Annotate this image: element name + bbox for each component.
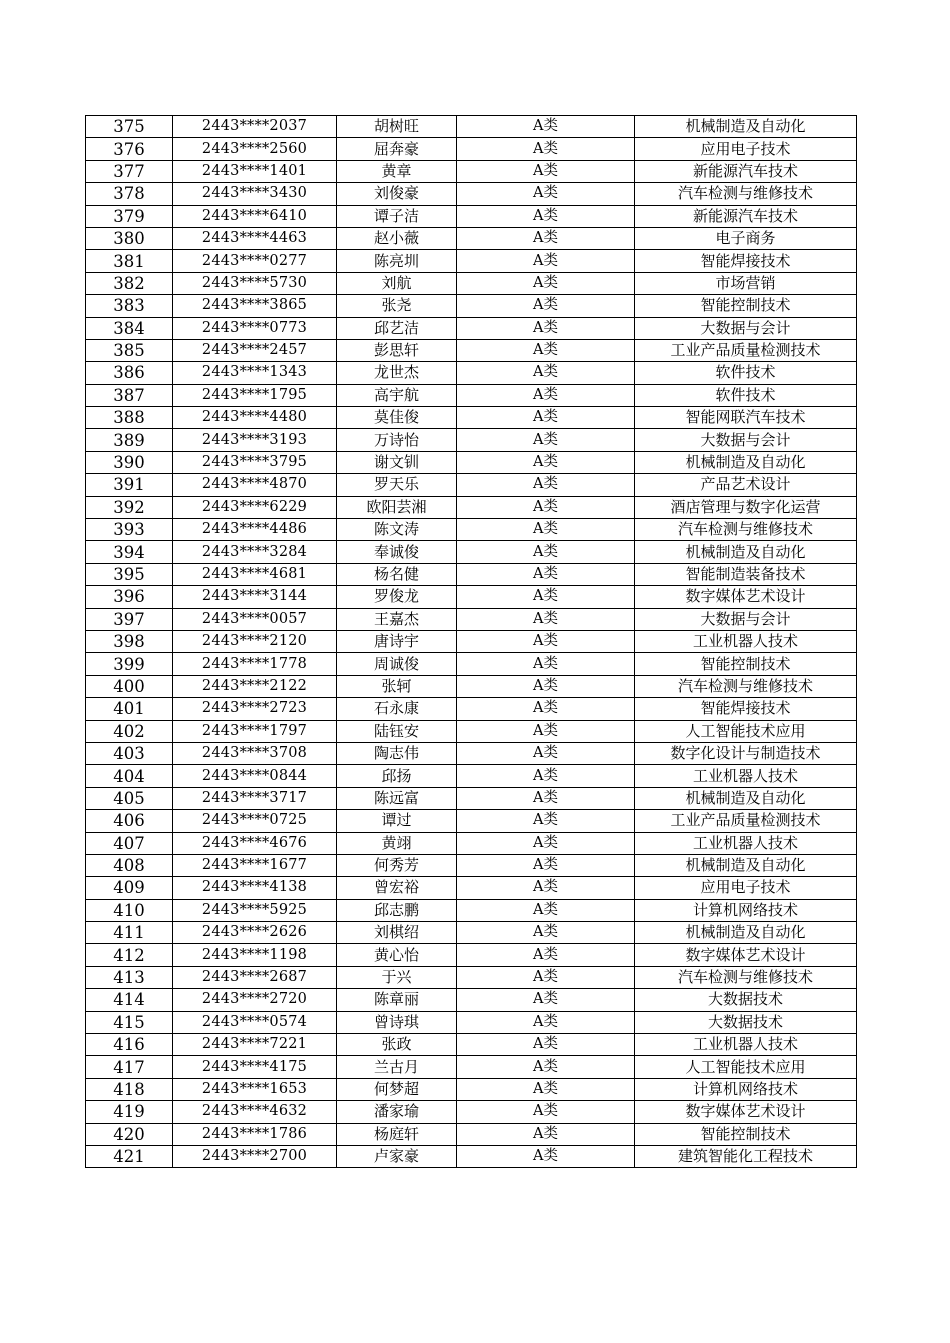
table-row: [86, 519, 857, 541]
row-number-cell: 400: [86, 675, 173, 697]
table-row: [86, 250, 857, 272]
row-number-cell: 413: [86, 966, 173, 988]
major-cell: 智能网联汽车技术: [635, 407, 857, 429]
row-number-cell: 385: [86, 339, 173, 361]
category-cell: A类: [457, 541, 635, 563]
table-row: [86, 295, 857, 317]
category-cell: A类: [457, 922, 635, 944]
major-cell: 数字化设计与制造技术: [635, 742, 857, 764]
table-row: [86, 765, 857, 787]
row-number-cell: 405: [86, 787, 173, 809]
student-id-cell: 2443****2037: [173, 116, 337, 138]
major-cell: 大数据与会计: [635, 317, 857, 339]
category-cell: A类: [457, 205, 635, 227]
student-id-cell: 2443****5925: [173, 899, 337, 921]
major-cell: 工业产品质量检测技术: [635, 339, 857, 361]
table-row: [86, 1123, 857, 1145]
category-cell: A类: [457, 966, 635, 988]
category-cell: A类: [457, 899, 635, 921]
row-number-cell: 383: [86, 295, 173, 317]
table-row: [86, 384, 857, 406]
table-row: [86, 810, 857, 832]
major-cell: 新能源汽车技术: [635, 205, 857, 227]
row-number-cell: 416: [86, 1034, 173, 1056]
category-cell: A类: [457, 765, 635, 787]
category-cell: A类: [457, 630, 635, 652]
student-id-cell: 2443****2457: [173, 339, 337, 361]
category-cell: A类: [457, 989, 635, 1011]
student-id-cell: 2443****4632: [173, 1101, 337, 1123]
student-id-cell: 2443****5730: [173, 272, 337, 294]
table-row: [86, 1101, 857, 1123]
row-number-cell: 419: [86, 1101, 173, 1123]
student-name-cell: 龙世杰: [337, 362, 457, 384]
student-id-cell: 2443****0773: [173, 317, 337, 339]
student-name-cell: 奉诚俊: [337, 541, 457, 563]
category-cell: A类: [457, 742, 635, 764]
major-cell: 计算机网络技术: [635, 1078, 857, 1100]
row-number-cell: 407: [86, 832, 173, 854]
major-cell: 汽车检测与维修技术: [635, 966, 857, 988]
category-cell: A类: [457, 563, 635, 585]
category-cell: A类: [457, 496, 635, 518]
major-cell: 大数据技术: [635, 989, 857, 1011]
student-id-cell: 2443****3708: [173, 742, 337, 764]
row-number-cell: 390: [86, 451, 173, 473]
major-cell: 建筑智能化工程技术: [635, 1145, 857, 1167]
table-row: [86, 787, 857, 809]
student-name-cell: 杨庭轩: [337, 1123, 457, 1145]
student-id-cell: 2443****4138: [173, 877, 337, 899]
student-id-cell: 2443****1653: [173, 1078, 337, 1100]
row-number-cell: 410: [86, 899, 173, 921]
category-cell: A类: [457, 1101, 635, 1123]
major-cell: 工业机器人技术: [635, 1034, 857, 1056]
row-number-cell: 386: [86, 362, 173, 384]
table-row: [86, 1034, 857, 1056]
major-cell: 数字媒体艺术设计: [635, 944, 857, 966]
major-cell: 新能源汽车技术: [635, 160, 857, 182]
table-row: [86, 227, 857, 249]
row-number-cell: 387: [86, 384, 173, 406]
student-name-cell: 万诗怡: [337, 429, 457, 451]
category-cell: A类: [457, 295, 635, 317]
roster-table-body: [86, 116, 857, 1168]
student-name-cell: 张轲: [337, 675, 457, 697]
student-name-cell: 曾宏裕: [337, 877, 457, 899]
major-cell: 人工智能技术应用: [635, 720, 857, 742]
row-number-cell: 380: [86, 227, 173, 249]
student-id-cell: 2443****1786: [173, 1123, 337, 1145]
student-id-cell: 2443****3795: [173, 451, 337, 473]
major-cell: 工业机器人技术: [635, 630, 857, 652]
student-id-cell: 2443****2122: [173, 675, 337, 697]
student-name-cell: 邱艺洁: [337, 317, 457, 339]
student-id-cell: 2443****2700: [173, 1145, 337, 1167]
student-name-cell: 陈章丽: [337, 989, 457, 1011]
category-cell: A类: [457, 675, 635, 697]
major-cell: 工业机器人技术: [635, 832, 857, 854]
table-row: [86, 608, 857, 630]
student-id-cell: 2443****4480: [173, 407, 337, 429]
table-row: [86, 742, 857, 764]
category-cell: A类: [457, 451, 635, 473]
category-cell: A类: [457, 854, 635, 876]
category-cell: A类: [457, 339, 635, 361]
category-cell: A类: [457, 1034, 635, 1056]
major-cell: 智能焊接技术: [635, 698, 857, 720]
student-id-cell: 2443****4676: [173, 832, 337, 854]
student-id-cell: 2443****1795: [173, 384, 337, 406]
student-name-cell: 卢家豪: [337, 1145, 457, 1167]
category-cell: A类: [457, 1123, 635, 1145]
table-row: [86, 138, 857, 160]
student-name-cell: 黄章: [337, 160, 457, 182]
table-row: [86, 541, 857, 563]
student-id-cell: 2443****0844: [173, 765, 337, 787]
category-cell: A类: [457, 250, 635, 272]
row-number-cell: 376: [86, 138, 173, 160]
category-cell: A类: [457, 272, 635, 294]
major-cell: 汽车检测与维修技术: [635, 675, 857, 697]
table-row: [86, 205, 857, 227]
student-name-cell: 彭思轩: [337, 339, 457, 361]
category-cell: A类: [457, 160, 635, 182]
category-cell: A类: [457, 407, 635, 429]
student-id-cell: 2443****3193: [173, 429, 337, 451]
table-row: [86, 272, 857, 294]
category-cell: A类: [457, 1145, 635, 1167]
student-name-cell: 唐诗宇: [337, 630, 457, 652]
row-number-cell: 397: [86, 608, 173, 630]
major-cell: 人工智能技术应用: [635, 1056, 857, 1078]
row-number-cell: 417: [86, 1056, 173, 1078]
major-cell: 大数据与会计: [635, 608, 857, 630]
table-row: [86, 720, 857, 742]
major-cell: 工业机器人技术: [635, 765, 857, 787]
major-cell: 智能控制技术: [635, 295, 857, 317]
row-number-cell: 402: [86, 720, 173, 742]
row-number-cell: 384: [86, 317, 173, 339]
student-name-cell: 谭过: [337, 810, 457, 832]
student-name-cell: 石永康: [337, 698, 457, 720]
row-number-cell: 396: [86, 586, 173, 608]
table-row: [86, 899, 857, 921]
table-row: [86, 339, 857, 361]
student-id-cell: 2443****4463: [173, 227, 337, 249]
row-number-cell: 392: [86, 496, 173, 518]
table-row: [86, 429, 857, 451]
major-cell: 软件技术: [635, 384, 857, 406]
student-id-cell: 2443****2120: [173, 630, 337, 652]
category-cell: A类: [457, 698, 635, 720]
major-cell: 机械制造及自动化: [635, 922, 857, 944]
student-id-cell: 2443****2560: [173, 138, 337, 160]
major-cell: 市场营销: [635, 272, 857, 294]
category-cell: A类: [457, 1056, 635, 1078]
category-cell: A类: [457, 384, 635, 406]
student-id-cell: 2443****2720: [173, 989, 337, 1011]
student-id-cell: 2443****2687: [173, 966, 337, 988]
table-row: [86, 1078, 857, 1100]
row-number-cell: 393: [86, 519, 173, 541]
roster-table-container: [85, 115, 857, 1168]
table-row: [86, 1145, 857, 1167]
table-row: [86, 317, 857, 339]
student-id-cell: 2443****1198: [173, 944, 337, 966]
row-number-cell: 395: [86, 563, 173, 585]
category-cell: A类: [457, 653, 635, 675]
student-name-cell: 陈文涛: [337, 519, 457, 541]
student-name-cell: 莫佳俊: [337, 407, 457, 429]
row-number-cell: 406: [86, 810, 173, 832]
student-id-cell: 2443****0725: [173, 810, 337, 832]
student-name-cell: 何梦超: [337, 1078, 457, 1100]
category-cell: A类: [457, 1078, 635, 1100]
major-cell: 电子商务: [635, 227, 857, 249]
row-number-cell: 381: [86, 250, 173, 272]
student-name-cell: 陈亮圳: [337, 250, 457, 272]
category-cell: A类: [457, 362, 635, 384]
row-number-cell: 375: [86, 116, 173, 138]
table-row: [86, 496, 857, 518]
student-id-cell: 2443****3284: [173, 541, 337, 563]
category-cell: A类: [457, 474, 635, 496]
row-number-cell: 415: [86, 1011, 173, 1033]
major-cell: 产品艺术设计: [635, 474, 857, 496]
student-id-cell: 2443****1797: [173, 720, 337, 742]
category-cell: A类: [457, 720, 635, 742]
major-cell: 智能焊接技术: [635, 250, 857, 272]
table-row: [86, 1056, 857, 1078]
major-cell: 酒店管理与数字化运营: [635, 496, 857, 518]
major-cell: 汽车检测与维修技术: [635, 183, 857, 205]
table-row: [86, 698, 857, 720]
student-name-cell: 胡树旺: [337, 116, 457, 138]
table-row: [86, 362, 857, 384]
major-cell: 机械制造及自动化: [635, 854, 857, 876]
category-cell: A类: [457, 138, 635, 160]
major-cell: 机械制造及自动化: [635, 116, 857, 138]
major-cell: 工业产品质量检测技术: [635, 810, 857, 832]
table-row: [86, 653, 857, 675]
student-name-cell: 潘家瑜: [337, 1101, 457, 1123]
table-row: [86, 630, 857, 652]
student-id-cell: 2443****3717: [173, 787, 337, 809]
student-id-cell: 2443****4681: [173, 563, 337, 585]
student-name-cell: 何秀芳: [337, 854, 457, 876]
category-cell: A类: [457, 877, 635, 899]
student-id-cell: 2443****1401: [173, 160, 337, 182]
row-number-cell: 382: [86, 272, 173, 294]
row-number-cell: 391: [86, 474, 173, 496]
row-number-cell: 399: [86, 653, 173, 675]
student-id-cell: 2443****7221: [173, 1034, 337, 1056]
table-row: [86, 854, 857, 876]
student-name-cell: 黄翊: [337, 832, 457, 854]
category-cell: A类: [457, 429, 635, 451]
category-cell: A类: [457, 317, 635, 339]
table-row: [86, 116, 857, 138]
major-cell: 智能控制技术: [635, 1123, 857, 1145]
table-row: [86, 944, 857, 966]
major-cell: 汽车检测与维修技术: [635, 519, 857, 541]
row-number-cell: 408: [86, 854, 173, 876]
student-id-cell: 2443****0057: [173, 608, 337, 630]
student-id-cell: 2443****6410: [173, 205, 337, 227]
student-roster-table: [85, 115, 857, 1168]
student-name-cell: 刘航: [337, 272, 457, 294]
major-cell: 数字媒体艺术设计: [635, 586, 857, 608]
student-name-cell: 谢文钏: [337, 451, 457, 473]
major-cell: 应用电子技术: [635, 138, 857, 160]
table-row: [86, 877, 857, 899]
student-id-cell: 2443****4486: [173, 519, 337, 541]
category-cell: A类: [457, 1011, 635, 1033]
student-name-cell: 邱志鹏: [337, 899, 457, 921]
table-row: [86, 563, 857, 585]
table-row: [86, 183, 857, 205]
table-row: [86, 451, 857, 473]
category-cell: A类: [457, 787, 635, 809]
row-number-cell: 421: [86, 1145, 173, 1167]
student-name-cell: 邱扬: [337, 765, 457, 787]
category-cell: A类: [457, 832, 635, 854]
row-number-cell: 404: [86, 765, 173, 787]
student-name-cell: 刘棋绍: [337, 922, 457, 944]
major-cell: 机械制造及自动化: [635, 451, 857, 473]
row-number-cell: 377: [86, 160, 173, 182]
student-id-cell: 2443****4175: [173, 1056, 337, 1078]
table-row: [86, 407, 857, 429]
student-id-cell: 2443****2626: [173, 922, 337, 944]
row-number-cell: 379: [86, 205, 173, 227]
student-name-cell: 陈远富: [337, 787, 457, 809]
student-name-cell: 曾诗琪: [337, 1011, 457, 1033]
major-cell: 机械制造及自动化: [635, 787, 857, 809]
table-row: [86, 1011, 857, 1033]
row-number-cell: 398: [86, 630, 173, 652]
row-number-cell: 401: [86, 698, 173, 720]
category-cell: A类: [457, 519, 635, 541]
student-name-cell: 屈奔豪: [337, 138, 457, 160]
student-name-cell: 黄心怡: [337, 944, 457, 966]
table-row: [86, 586, 857, 608]
student-name-cell: 于兴: [337, 966, 457, 988]
category-cell: A类: [457, 608, 635, 630]
major-cell: 智能制造装备技术: [635, 563, 857, 585]
student-name-cell: 罗天乐: [337, 474, 457, 496]
table-row: [86, 922, 857, 944]
row-number-cell: 403: [86, 742, 173, 764]
student-name-cell: 刘俊豪: [337, 183, 457, 205]
student-name-cell: 罗俊龙: [337, 586, 457, 608]
row-number-cell: 378: [86, 183, 173, 205]
row-number-cell: 394: [86, 541, 173, 563]
table-row: [86, 966, 857, 988]
category-cell: A类: [457, 944, 635, 966]
student-name-cell: 陶志伟: [337, 742, 457, 764]
row-number-cell: 412: [86, 944, 173, 966]
table-row: [86, 474, 857, 496]
major-cell: 机械制造及自动化: [635, 541, 857, 563]
row-number-cell: 411: [86, 922, 173, 944]
major-cell: 计算机网络技术: [635, 899, 857, 921]
category-cell: A类: [457, 586, 635, 608]
table-row: [86, 989, 857, 1011]
student-id-cell: 2443****3144: [173, 586, 337, 608]
major-cell: 应用电子技术: [635, 877, 857, 899]
student-id-cell: 2443****0277: [173, 250, 337, 272]
category-cell: A类: [457, 116, 635, 138]
student-name-cell: 欧阳芸湘: [337, 496, 457, 518]
student-id-cell: 2443****2723: [173, 698, 337, 720]
student-name-cell: 周诚俊: [337, 653, 457, 675]
student-name-cell: 赵小薇: [337, 227, 457, 249]
row-number-cell: 418: [86, 1078, 173, 1100]
student-id-cell: 2443****3865: [173, 295, 337, 317]
row-number-cell: 388: [86, 407, 173, 429]
student-id-cell: 2443****3430: [173, 183, 337, 205]
student-name-cell: 兰古月: [337, 1056, 457, 1078]
table-row: [86, 675, 857, 697]
student-name-cell: 谭子洁: [337, 205, 457, 227]
student-name-cell: 陆钰安: [337, 720, 457, 742]
major-cell: 智能控制技术: [635, 653, 857, 675]
student-name-cell: 张尧: [337, 295, 457, 317]
student-id-cell: 2443****1677: [173, 854, 337, 876]
major-cell: 软件技术: [635, 362, 857, 384]
student-id-cell: 2443****1343: [173, 362, 337, 384]
student-id-cell: 2443****1778: [173, 653, 337, 675]
table-row: [86, 160, 857, 182]
category-cell: A类: [457, 810, 635, 832]
row-number-cell: 420: [86, 1123, 173, 1145]
student-name-cell: 杨名健: [337, 563, 457, 585]
student-name-cell: 张政: [337, 1034, 457, 1056]
category-cell: A类: [457, 183, 635, 205]
major-cell: 数字媒体艺术设计: [635, 1101, 857, 1123]
row-number-cell: 409: [86, 877, 173, 899]
major-cell: 大数据技术: [635, 1011, 857, 1033]
major-cell: 大数据与会计: [635, 429, 857, 451]
student-name-cell: 王嘉杰: [337, 608, 457, 630]
student-name-cell: 高宇航: [337, 384, 457, 406]
row-number-cell: 389: [86, 429, 173, 451]
student-id-cell: 2443****6229: [173, 496, 337, 518]
category-cell: A类: [457, 227, 635, 249]
student-id-cell: 2443****0574: [173, 1011, 337, 1033]
student-id-cell: 2443****4870: [173, 474, 337, 496]
row-number-cell: 414: [86, 989, 173, 1011]
table-row: [86, 832, 857, 854]
